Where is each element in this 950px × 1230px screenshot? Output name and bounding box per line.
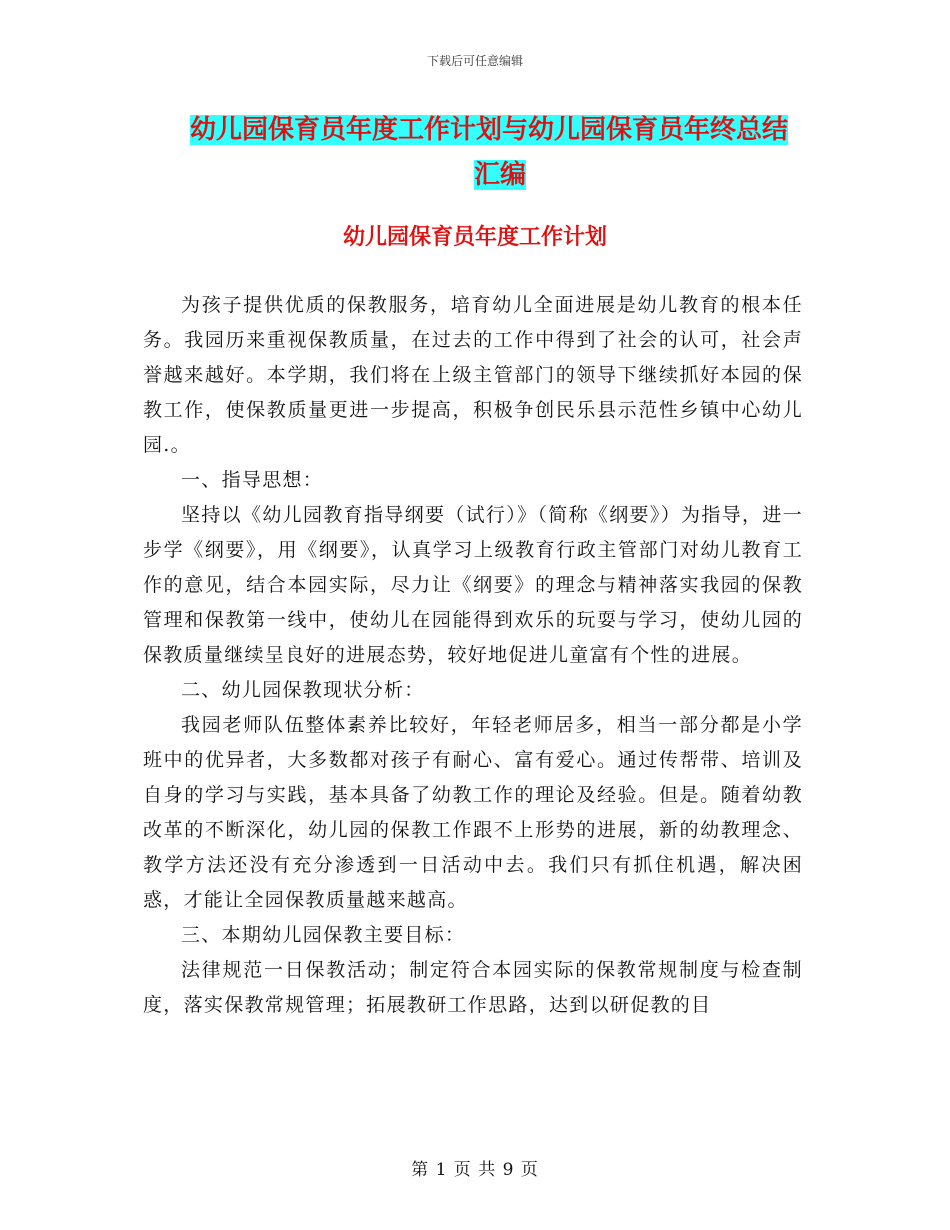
body-content bbox=[143, 288, 803, 1023]
title-highlight-1: 幼儿园保育员年度工作计划与幼儿园保育员年终总结 bbox=[190, 115, 789, 145]
section-title: 幼儿园保育员年度工作计划 bbox=[342, 225, 607, 250]
heading-main-goals: 三、本期幼儿园保教主要目标： bbox=[181, 924, 466, 946]
document-title bbox=[190, 108, 810, 198]
document-title-line-2 bbox=[190, 153, 810, 198]
paragraph-guiding-thought: 坚持以《幼儿园教育指导纲要（试行）》（简称《纲要》）为指导，进一步学《纲要》，用《纲要》，认真学习上级教育行政主管部门对幼儿教育工作的意见，结合本园实际，尽力让《纲要》的理念与精神落实我园的保教管理和保教第一线中，使幼儿在园能得到欢乐的玩耍与学习，使幼儿园的保教质量继续呈良好的进展态势，较好地促进儿童富有个性的进展。 bbox=[143, 504, 803, 666]
page-footer: 第 1 页 共 9 页 bbox=[411, 1160, 539, 1180]
document-title-line-1 bbox=[190, 108, 810, 153]
title-highlight-2: 汇编 bbox=[473, 160, 526, 190]
paragraph-status-analysis: 我园老师队伍整体素养比较好，年轻老师居多，相当一部分都是小学班中的优异者，大多数都对孩子有耐心、富有爱心。通过传帮带、培训及自身的学习与实践，基本具备了幼教工作的理论及经验。但是。随着幼教改革的不断深化，幼儿园的保教工作跟不上形势的进展，新的幼教理念、教学方法还没有充分渗透到一日活动中去。我们只有抓住机遇，解决困惑，才能让全园保教质量越来越高。 bbox=[143, 714, 803, 911]
header-note: 下载后可任意编辑 bbox=[426, 54, 523, 68]
heading-guiding-thought: 一、指导思想： bbox=[181, 469, 324, 491]
paragraph-intro: 为孩子提供优质的保教服务，培育幼儿全面进展是幼儿教育的根本任务。我园历来重视保教质量，在过去的工作中得到了社会的认可，社会声誉越来越好。本学期，我们将在上级主管部门的领导下继续抓好本园的保教工作，使保教质量更进一步提高，积极争创民乐县示范性乡镇中心幼儿园.。 bbox=[143, 294, 803, 456]
heading-status-analysis: 二、幼儿园保教现状分析： bbox=[181, 679, 425, 701]
paragraph-main-goals: 法律规范一日保教活动；制定符合本园实际的保教常规制度与检查制度，落实保教常规管理；拓展教研工作思路，达到以研促教的目 bbox=[143, 959, 803, 1016]
